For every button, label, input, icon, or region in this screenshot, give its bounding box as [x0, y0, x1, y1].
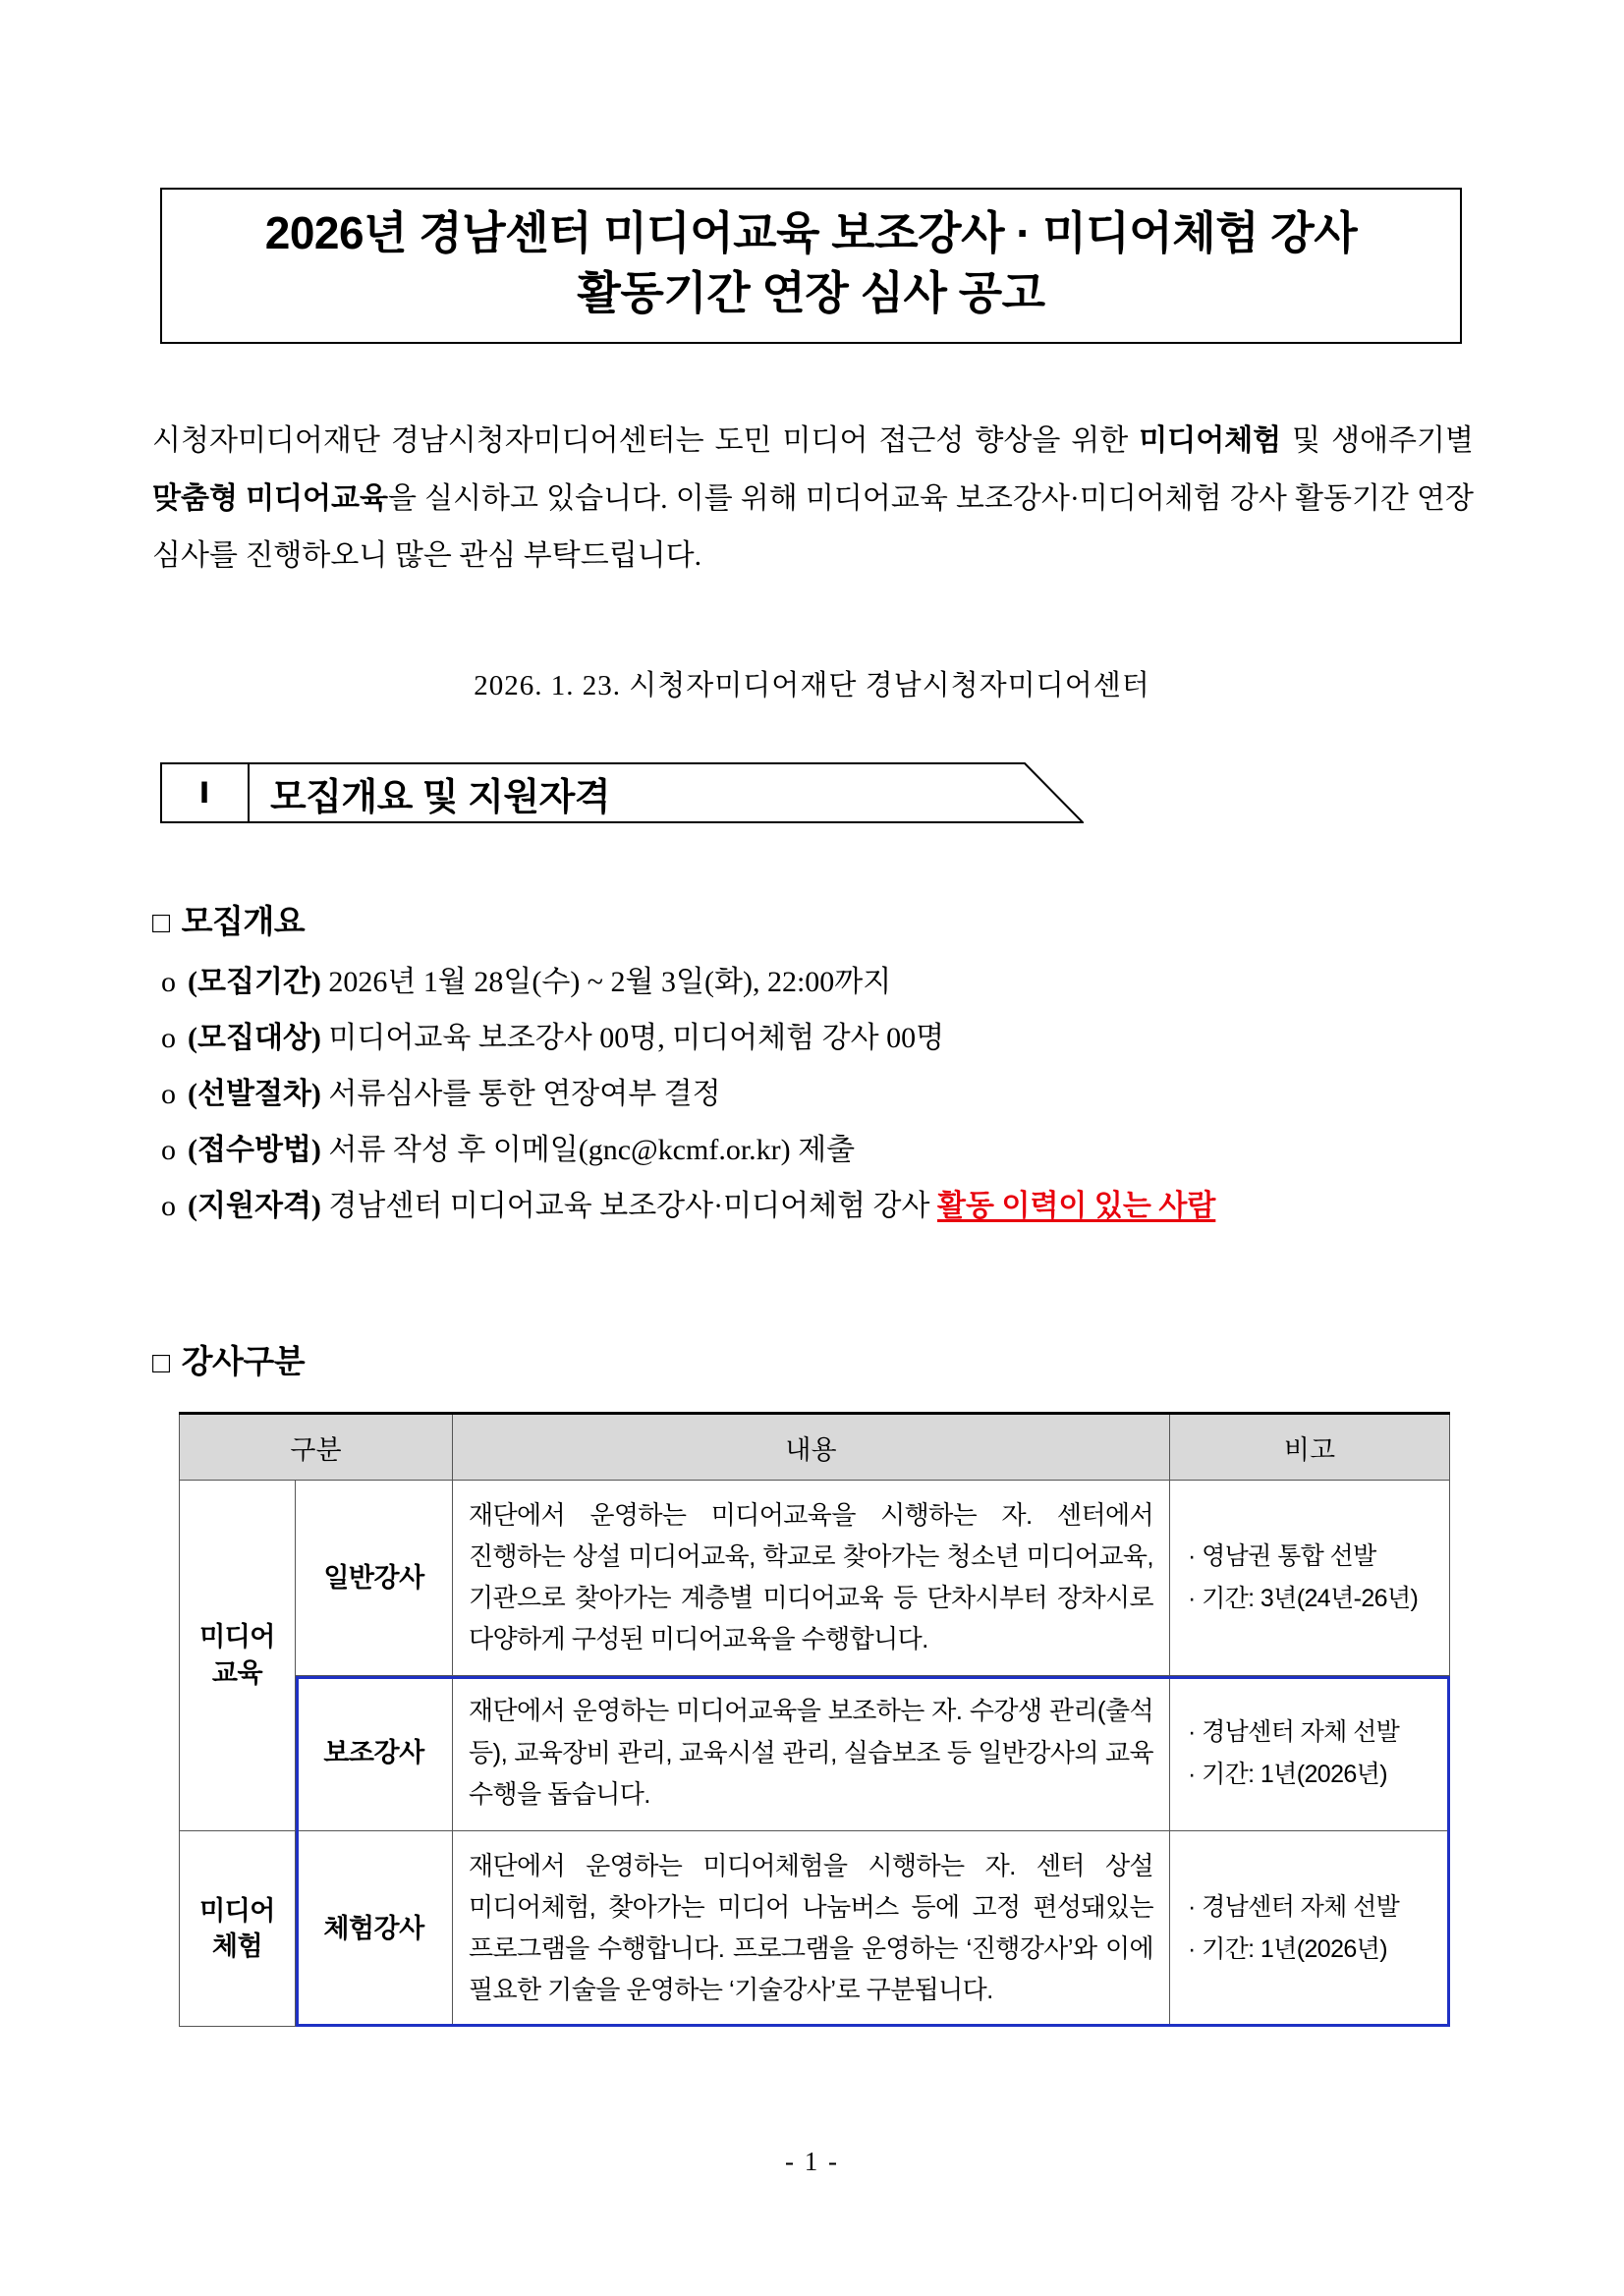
bullet-item [161, 1192, 1487, 1221]
page-number: - 1 - [785, 2147, 839, 2176]
overview-bullet-list [161, 968, 1487, 1248]
bullet-item [161, 1136, 1487, 1165]
intro-segment-3: 맞춤형 미디어교육 [152, 481, 388, 515]
bullet-item [161, 1080, 1487, 1109]
bullet-text: 미디어교육 보조강사 00명, 미디어체험 강사 00명 [320, 1022, 945, 1054]
table-body [180, 1481, 1450, 2027]
bullet-label: (접수방법) [188, 1134, 321, 1166]
instructor-type-table [179, 1412, 1450, 2027]
bullet-label: (모집대상) [188, 1022, 321, 1054]
subheading-overview-label: 모집개요 [181, 903, 306, 939]
bullet-highlight: 활동 이력이 있는 사람 [937, 1190, 1216, 1222]
cell-role: 일반강사 [296, 1481, 453, 1676]
bullet-label: (모집기간) [188, 966, 321, 998]
bullet-marker-icon: o [161, 1190, 176, 1222]
square-bullet-icon: □ [152, 907, 170, 939]
document-title-box [160, 188, 1462, 344]
table-row [180, 1830, 1450, 2026]
bullet-text: 서류심사를 통한 연장여부 결정 [320, 1078, 721, 1110]
intro-segment-4: 을 실시하고 있습니다. 이를 위해 미디어교육 보조강사·미디어체험 강사 활동기간 연장 심사를 진행하오니 많은 관심 부탁드립니다. [152, 481, 1474, 572]
bullet-item [161, 1024, 1487, 1053]
bullet-marker-icon: o [161, 966, 176, 998]
bullet-marker-icon: o [161, 1022, 176, 1054]
instructor-type-table-wrapper [179, 1412, 1449, 2027]
subheading-overview [152, 896, 305, 942]
section-number: Ⅰ [198, 777, 210, 810]
section-label: 모집개요 및 지원자격 [270, 776, 610, 818]
intro-segment-1: 미디어체험 [1139, 424, 1282, 457]
cell-role: 보조강사 [296, 1676, 453, 1830]
intro-paragraph [152, 413, 1474, 586]
title-line-1: 2026년 경남센터 미디어교육 보조강사 · 미디어체험 강사 [264, 207, 1358, 258]
cell-description: 재단에서 운영하는 미디어교육을 시행하는 자. 센터에서 진행하는 상설 미디어교육, 학교로 찾아가는 청소년 미디어교육, 기관으로 찾아가는 계층별 미디어교육 등 단차시부터 장차시로 다양하게 구성된 미디어교육을 수행합니다. [453, 1481, 1170, 1676]
intro-segment-0: 시청자미디어재단 경남시청자미디어센터는 도민 미디어 접근성 향상을 위한 [152, 424, 1140, 457]
square-bullet-icon: □ [152, 1347, 170, 1379]
cell-role: 체험강사 [296, 1830, 453, 2026]
cell-note: · 경남센터 자체 선발 · 기간: 1년(2026년) [1170, 1830, 1450, 2026]
subheading-instructor-types [152, 1336, 305, 1382]
cell-category: 미디어 교육 [180, 1481, 296, 1831]
bullet-text: 경남센터 미디어교육 보조강사·미디어체험 강사 [320, 1190, 937, 1222]
subheading-types-label: 강사구분 [181, 1343, 306, 1379]
table-header-content: 내용 [453, 1414, 1170, 1481]
bullet-marker-icon: o [161, 1078, 176, 1110]
table-header-note: 비고 [1170, 1414, 1450, 1481]
bullet-item [161, 968, 1487, 997]
bullet-marker-icon: o [161, 1134, 176, 1166]
bullet-text: 2026년 1월 28일(수) ~ 2월 3일(화), 22:00까지 [320, 966, 892, 998]
dateline: 2026. 1. 23. 시청자미디어재단 경남시청자미디어센터 [474, 670, 1150, 701]
bullet-label: (지원자격) [188, 1190, 321, 1222]
cell-category: 미디어 체험 [180, 1830, 296, 2026]
intro-segment-2: 및 생애주기별 [1281, 424, 1475, 457]
title-line-2: 활동기간 연장 심사 공고 [577, 266, 1045, 318]
table-row [180, 1676, 1450, 1830]
table-head [180, 1414, 1450, 1481]
cell-description: 재단에서 운영하는 미디어교육을 보조하는 자. 수강생 관리(출석 등), 교육장비 관리, 교육시설 관리, 실습보조 등 일반강사의 교육 수행을 돕습니다. [453, 1676, 1170, 1830]
cell-note: · 경남센터 자체 선발 · 기간: 1년(2026년) [1170, 1676, 1450, 1830]
table-header-row [180, 1414, 1450, 1481]
bullet-label: (선발절차) [188, 1078, 321, 1110]
cell-description: 재단에서 운영하는 미디어체험을 시행하는 자. 센터 상설 미디어체험, 찾아가는 미디어 나눔버스 등에 고정 편성돼있는 프로그램을 수행합니다. 프로그램을 운영하는 ‘진행강사’와 이에 필요한 기술을 운영하는 ‘기술강사’로 구분됩니다. [453, 1830, 1170, 2026]
bullet-text: 서류 작성 후 이메일(gnc@kcmf.or.kr) 제출 [320, 1134, 856, 1166]
section-banner [160, 762, 1084, 823]
table-row [180, 1481, 1450, 1676]
table-header-category: 구분 [180, 1414, 453, 1481]
cell-note: · 영남권 통합 선발 · 기간: 3년(24년-26년) [1170, 1481, 1450, 1676]
